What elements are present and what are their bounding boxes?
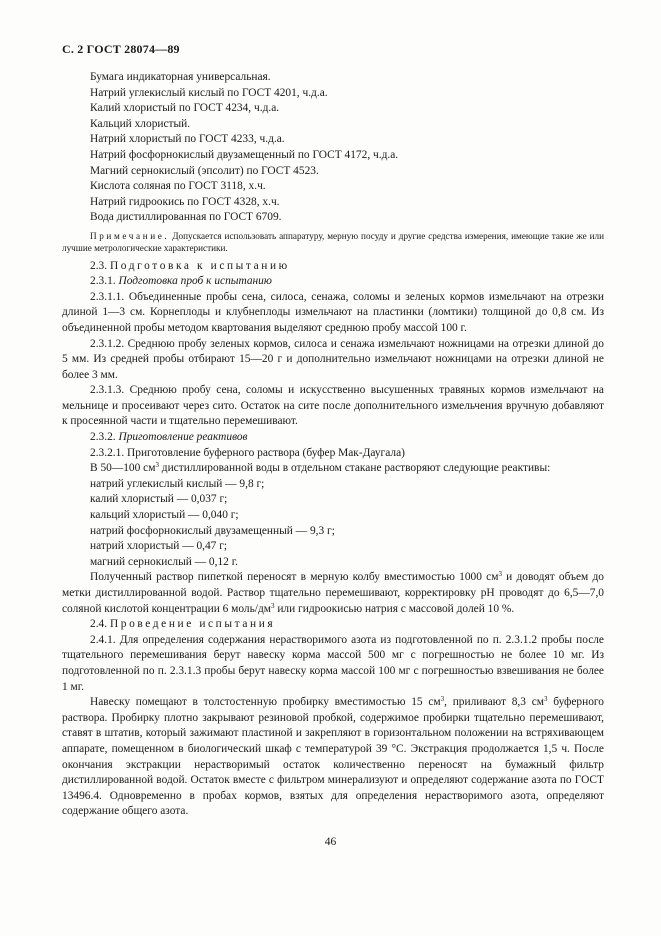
reagent-list [62, 70, 604, 226]
reagent-item: Натрий хлористый по ГОСТ 4233, ч.д.а. [90, 133, 285, 146]
paragraph-2-3-1-3: 2.3.1.3. Среднюю пробу сена, соломы и искусственно высушенных травяных кормов измельчают на мельнице и просеивают через сито. Остаток на сите после дополнительного измельчения вручную добавляют к просеянной части и тщательно перемешивают. [62, 384, 604, 428]
buffer-intro: В 50—100 $см^3$ дистиллированной воды в отдельном стакане растворяют следующие реактивы: [90, 461, 551, 475]
paragraph-2-4-1: 2.4.1. Для определения содержания нерастворимого азота из подготовленной по п. 2.3.1.2 пробы после тщательного перемешивания берут навеску корма массой 500 мг с погрешностью не более 10 мг. Из подготовленной по п. 2.3.1.3 пробы берут навеску корма массой 100 мг с погрешностью взвешивания не более 1 мг. [62, 633, 604, 693]
buffer-item: калий хлористый — 0,037 г; [90, 493, 228, 506]
reagent-item: Калий хлористый по ГОСТ 4234, ч.д.а. [90, 102, 280, 115]
buffer-item: кальций хлористый — 0,040 г; [90, 509, 239, 522]
section-2-3-2-heading [62, 430, 604, 446]
reagent-item: Натрий фосфорнокислый двузамещенный по ГОСТ 4172, ч.д.а. [90, 148, 399, 161]
section-2-4-heading [62, 617, 604, 633]
section-title: Приготовление реактивов [118, 431, 248, 444]
note-label: Примечание. [90, 230, 170, 241]
paragraph-2-3-1-1: 2.3.1.1. Объединенные пробы сена, силоса, сенажа, соломы и зеленых кормов измельчают на отрезки длиной 1—3 см. Корнеплоды и клубнеплоды измельчают на пластинки (ломтики) толщиной до 0,8 см. Из объединенной пробы методом квартования выделяют среднюю пробу массой 100 г. [62, 290, 604, 334]
note-text: Допускается использовать аппаратуру, мерную посуду и другие средства измерения, имеющие такие же или лучшие метрологические характеристики. [62, 230, 605, 253]
section-2-3-1-heading [62, 274, 604, 290]
page-body [62, 70, 604, 820]
reagent-item: Вода дистиллированная по ГОСТ 6709. [90, 211, 282, 224]
section-title: Проведение испытания [109, 618, 276, 631]
buffer-composition-list [62, 477, 604, 571]
paragraph-2-4-1-cont: Навеску помещают в толстостенную пробирку вместимостью 15 $см^3$, приливают 8,3 $см^3$ буферного раствора. Пробирку плотно закрывают резиновой пробкой, содержимое пробирки тщательно перемешивают, ставят в штатив, который зажимают пластиной и закрепляют в горизонтальном положении на встряхивающем аппарате, помещенном в биологический шкаф с температурой 39 °С. Экстракция продолжается 1,5 ч. После окончания экстракции нерастворимый остаток количественно переносят на бумажный фильтр дистиллированной водой. Остаток вместе с фильтром минерализуют и определяют содержание азота по ГОСТ 13496.4. Одновременно в пробах кормов, взятых для определения нерастворимого азота, определяют содержание общего азота. [62, 695, 604, 818]
paragraph-2-3-1-2: 2.3.1.2. Среднюю пробу зеленых кормов, силоса и сенажа измельчают ножницами на отрезки длиной до 5 мм. Из средней пробы отбирают 15—20 г и дополнительно измельчают ножницами на отрезки длиной не более 3 мм. [62, 337, 604, 381]
paragraph-2-3-2-1: 2.3.2.1. Приготовление буферного раствора (буфер Мак-Даугала) [90, 446, 405, 459]
reagent-item: Натрий углекислый кислый по ГОСТ 4201, ч.д.а. [90, 86, 328, 99]
section-number: 2.3.1. [90, 275, 116, 288]
buffer-item: натрий фосфорнокислый двузамещенный — 9,3 г; [90, 524, 335, 537]
reagent-item: Бумага индикаторная универсальная. [90, 71, 271, 83]
reagent-item: Магний сернокислый (эпсолит) по ГОСТ 4523. [90, 164, 319, 177]
section-2-3-heading [62, 259, 604, 275]
buffer-final-paragraph: Полученный раствор пипеткой переносят в мерную колбу вместимостью 1000 $см^3$ и доводят объем до метки дистиллированной водой. Раствор тщательно перемешивают, корректировку pH проводят до 6,5—7,0 соляной кислотой концентрации 6 моль/$дм^3$ или гидроокисью натрия с массовой долей 10 %. [62, 570, 604, 615]
section-title: Подготовка проб к испытанию [118, 275, 272, 288]
buffer-item: магний сернокислый — 0,12 г. [90, 555, 238, 568]
buffer-item: натрий хлористый — 0,47 г; [90, 540, 228, 553]
note [62, 231, 604, 255]
section-number: 2.3.2. [90, 431, 116, 444]
page-header: С. 2 ГОСТ 28074—89 [62, 42, 180, 56]
section-number: 2.4. [90, 618, 108, 631]
reagent-item: Кальций хлористый. [90, 117, 191, 130]
page-number: 46 [324, 836, 337, 848]
buffer-item: натрий углекислый кислый — 9,8 г; [90, 477, 265, 490]
reagent-item: Натрий гидроокись по ГОСТ 4328, х.ч. [90, 195, 280, 208]
reagent-item: Кислота соляная по ГОСТ 3118, х.ч. [90, 180, 266, 193]
section-title: Подготовка к испытанию [109, 259, 290, 272]
section-number: 2.3. [90, 259, 108, 272]
